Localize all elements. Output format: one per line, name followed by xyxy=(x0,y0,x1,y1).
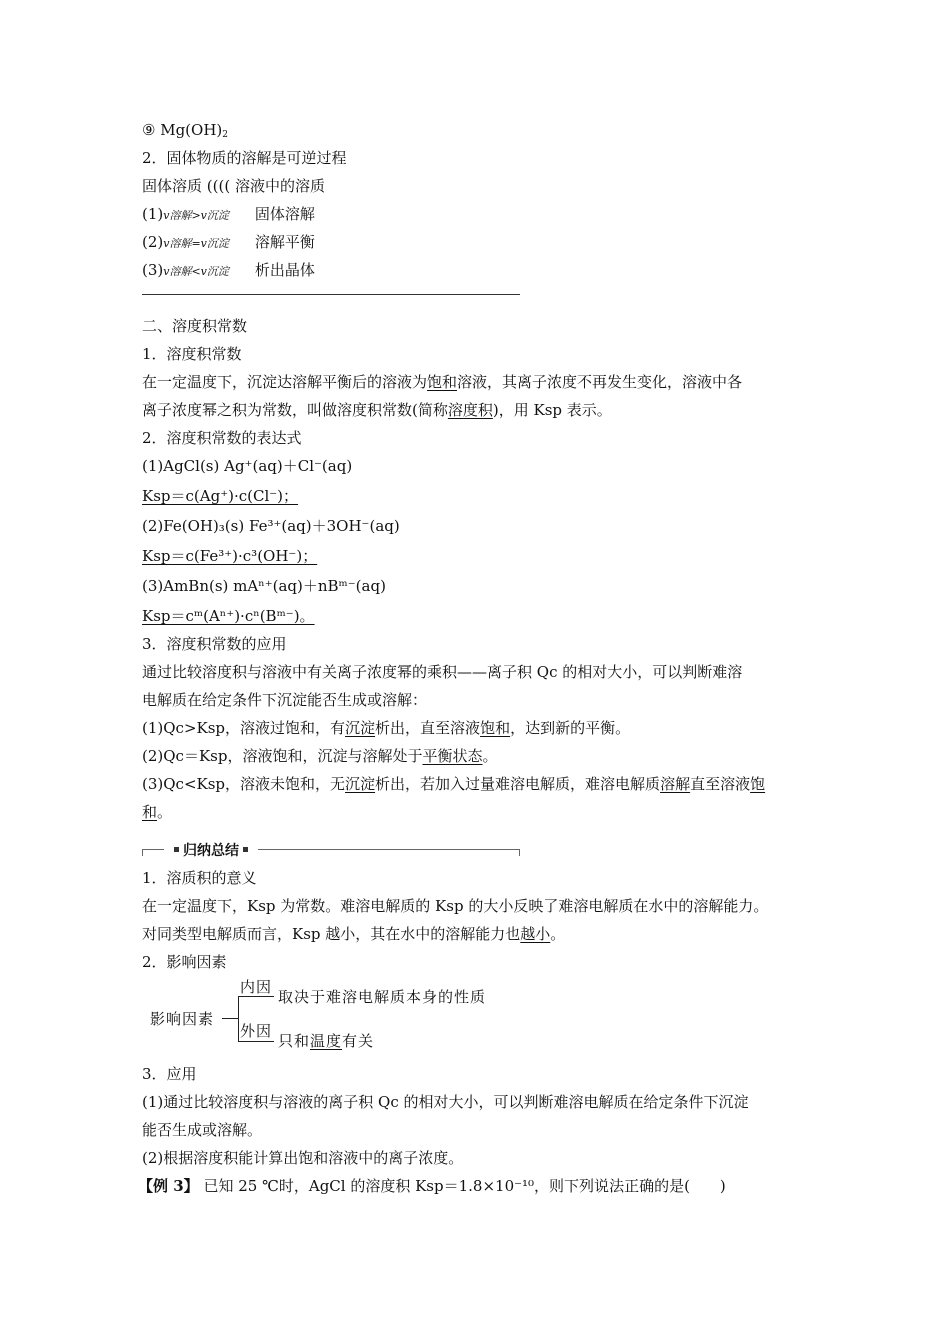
equation-agcl: (1)AgCl(s) Ag⁺(aq)＋Cl⁻(aq) xyxy=(142,457,353,475)
application-line1: 通过比较溶度积与溶液中有关离子浓度幂的乘积——离子积 Qc 的相对大小，可以判断难溶 xyxy=(142,663,743,681)
equation-feoh3: (2)Fe(OH)₃(s) Fe³⁺(aq)＋3OH⁻(aq) xyxy=(142,517,400,535)
factor-diagram xyxy=(142,980,562,1054)
ksp-title: 1．溶度积常数 xyxy=(142,345,242,363)
part-heading: 二、溶度积常数 xyxy=(142,317,248,335)
summary-label: 归纳总结 xyxy=(183,843,239,859)
ksp-feoh3: Ksp＝c(Fe³⁺)·c³(OH⁻)； xyxy=(142,547,318,565)
diagram-branch-bottom xyxy=(238,1041,274,1042)
dissolution-formula: 固体溶质 (((( 溶液中的溶质 xyxy=(142,177,325,195)
ksp-ambn: Ksp＝cᵐ(Aⁿ⁺)·cⁿ(Bᵐ⁻)。 xyxy=(142,607,315,625)
application-line2: 电解质在给定条件下沉淀能否生成或溶解： xyxy=(142,691,428,709)
summary-application-line2: 能否生成或溶解。 xyxy=(142,1121,263,1139)
equation-ambn: (3)AmBn(s) mAⁿ⁺(aq)＋nBᵐ⁻(aq) xyxy=(142,577,386,595)
diagram-external-label: 外因 xyxy=(240,1022,273,1040)
rule-saturated: (2)Qc＝Ksp，溶液饱和，沉淀与溶解处于平衡状态。 xyxy=(142,747,498,765)
summary-banner xyxy=(142,840,520,858)
item-9: ⑨ $Mg(OH)_2$ xyxy=(142,121,228,140)
diagram-bracket xyxy=(238,996,239,1042)
ksp-application-title: 3．溶度积常数的应用 xyxy=(142,635,287,653)
diagram-connector xyxy=(222,1018,238,1019)
rule-unsaturated-cont: 和。 xyxy=(142,803,173,821)
ksp-expression-title: 2．溶度积常数的表达式 xyxy=(142,429,302,447)
summary-meaning-line1: 在一定温度下，Ksp 为常数。难溶电解质的 Ksp 的大小反映了难溶电解质在水中的溶解能力。 xyxy=(142,897,769,915)
diagram-internal-text: 取决于难溶电解质本身的性质 xyxy=(278,988,487,1006)
ksp-definition-line2: 离子浓度幂之积为常数，叫做溶度积常数(简称溶度积)，用 Ksp 表示。 xyxy=(142,401,612,419)
summary-application-line3: (2)根据溶度积能计算出饱和溶液中的离子浓度。 xyxy=(142,1149,464,1167)
diagram-external-text: 只和温度有关 xyxy=(278,1032,375,1050)
example-tag: 【例 3】 xyxy=(138,1177,199,1195)
summary-meaning-line2: 对同类型电解质而言，Ksp 越小，其在水中的溶解能力也越小。 xyxy=(142,925,566,943)
section-divider xyxy=(142,294,520,295)
summary-application-title: 3．应用 xyxy=(142,1065,197,1083)
summary-factors-title: 2．影响因素 xyxy=(142,953,227,971)
square-bullet-icon xyxy=(243,847,248,852)
condition-1: (1)v溶解>v沉淀 固体溶解 xyxy=(142,205,315,223)
ksp-definition-line1: 在一定温度下，沉淀达溶解平衡后的溶液为饱和溶液，其离子浓度不再发生变化，溶液中各 xyxy=(142,373,743,391)
example-question xyxy=(138,1176,726,1196)
ksp-agcl: Ksp＝c(Ag⁺)·c(Cl⁻)； xyxy=(142,487,299,505)
diagram-internal-label: 内因 xyxy=(240,978,273,996)
square-bullet-icon xyxy=(174,847,179,852)
rule-supersaturated: (1)Qc>Ksp，溶液过饱和，有沉淀析出，直至溶液饱和，达到新的平衡。 xyxy=(142,719,631,737)
diagram-root: 影响因素 xyxy=(150,1010,215,1028)
summary-application-line1: (1)通过比较溶度积与溶液的离子积 Qc 的相对大小，可以判断难溶电解质在给定条件下沉淀 xyxy=(142,1093,749,1111)
condition-3: (3)v溶解<v沉淀 析出晶体 xyxy=(142,261,315,279)
condition-2: (2)v溶解=v沉淀 溶解平衡 xyxy=(142,233,315,251)
section-title-reversible: 2．固体物质的溶解是可逆过程 xyxy=(142,149,347,167)
example-text: 已知 25 ℃时，AgCl 的溶度积 Ksp＝1.8×10⁻¹⁰，则下列说法正确的是( ) xyxy=(203,1177,726,1195)
rule-unsaturated: (3)Qc<Ksp，溶液未饱和，无沉淀析出，若加入过量难溶电解质，难溶电解质溶解直至溶液饱 xyxy=(142,775,766,793)
summary-meaning-title: 1．溶质积的意义 xyxy=(142,869,257,887)
